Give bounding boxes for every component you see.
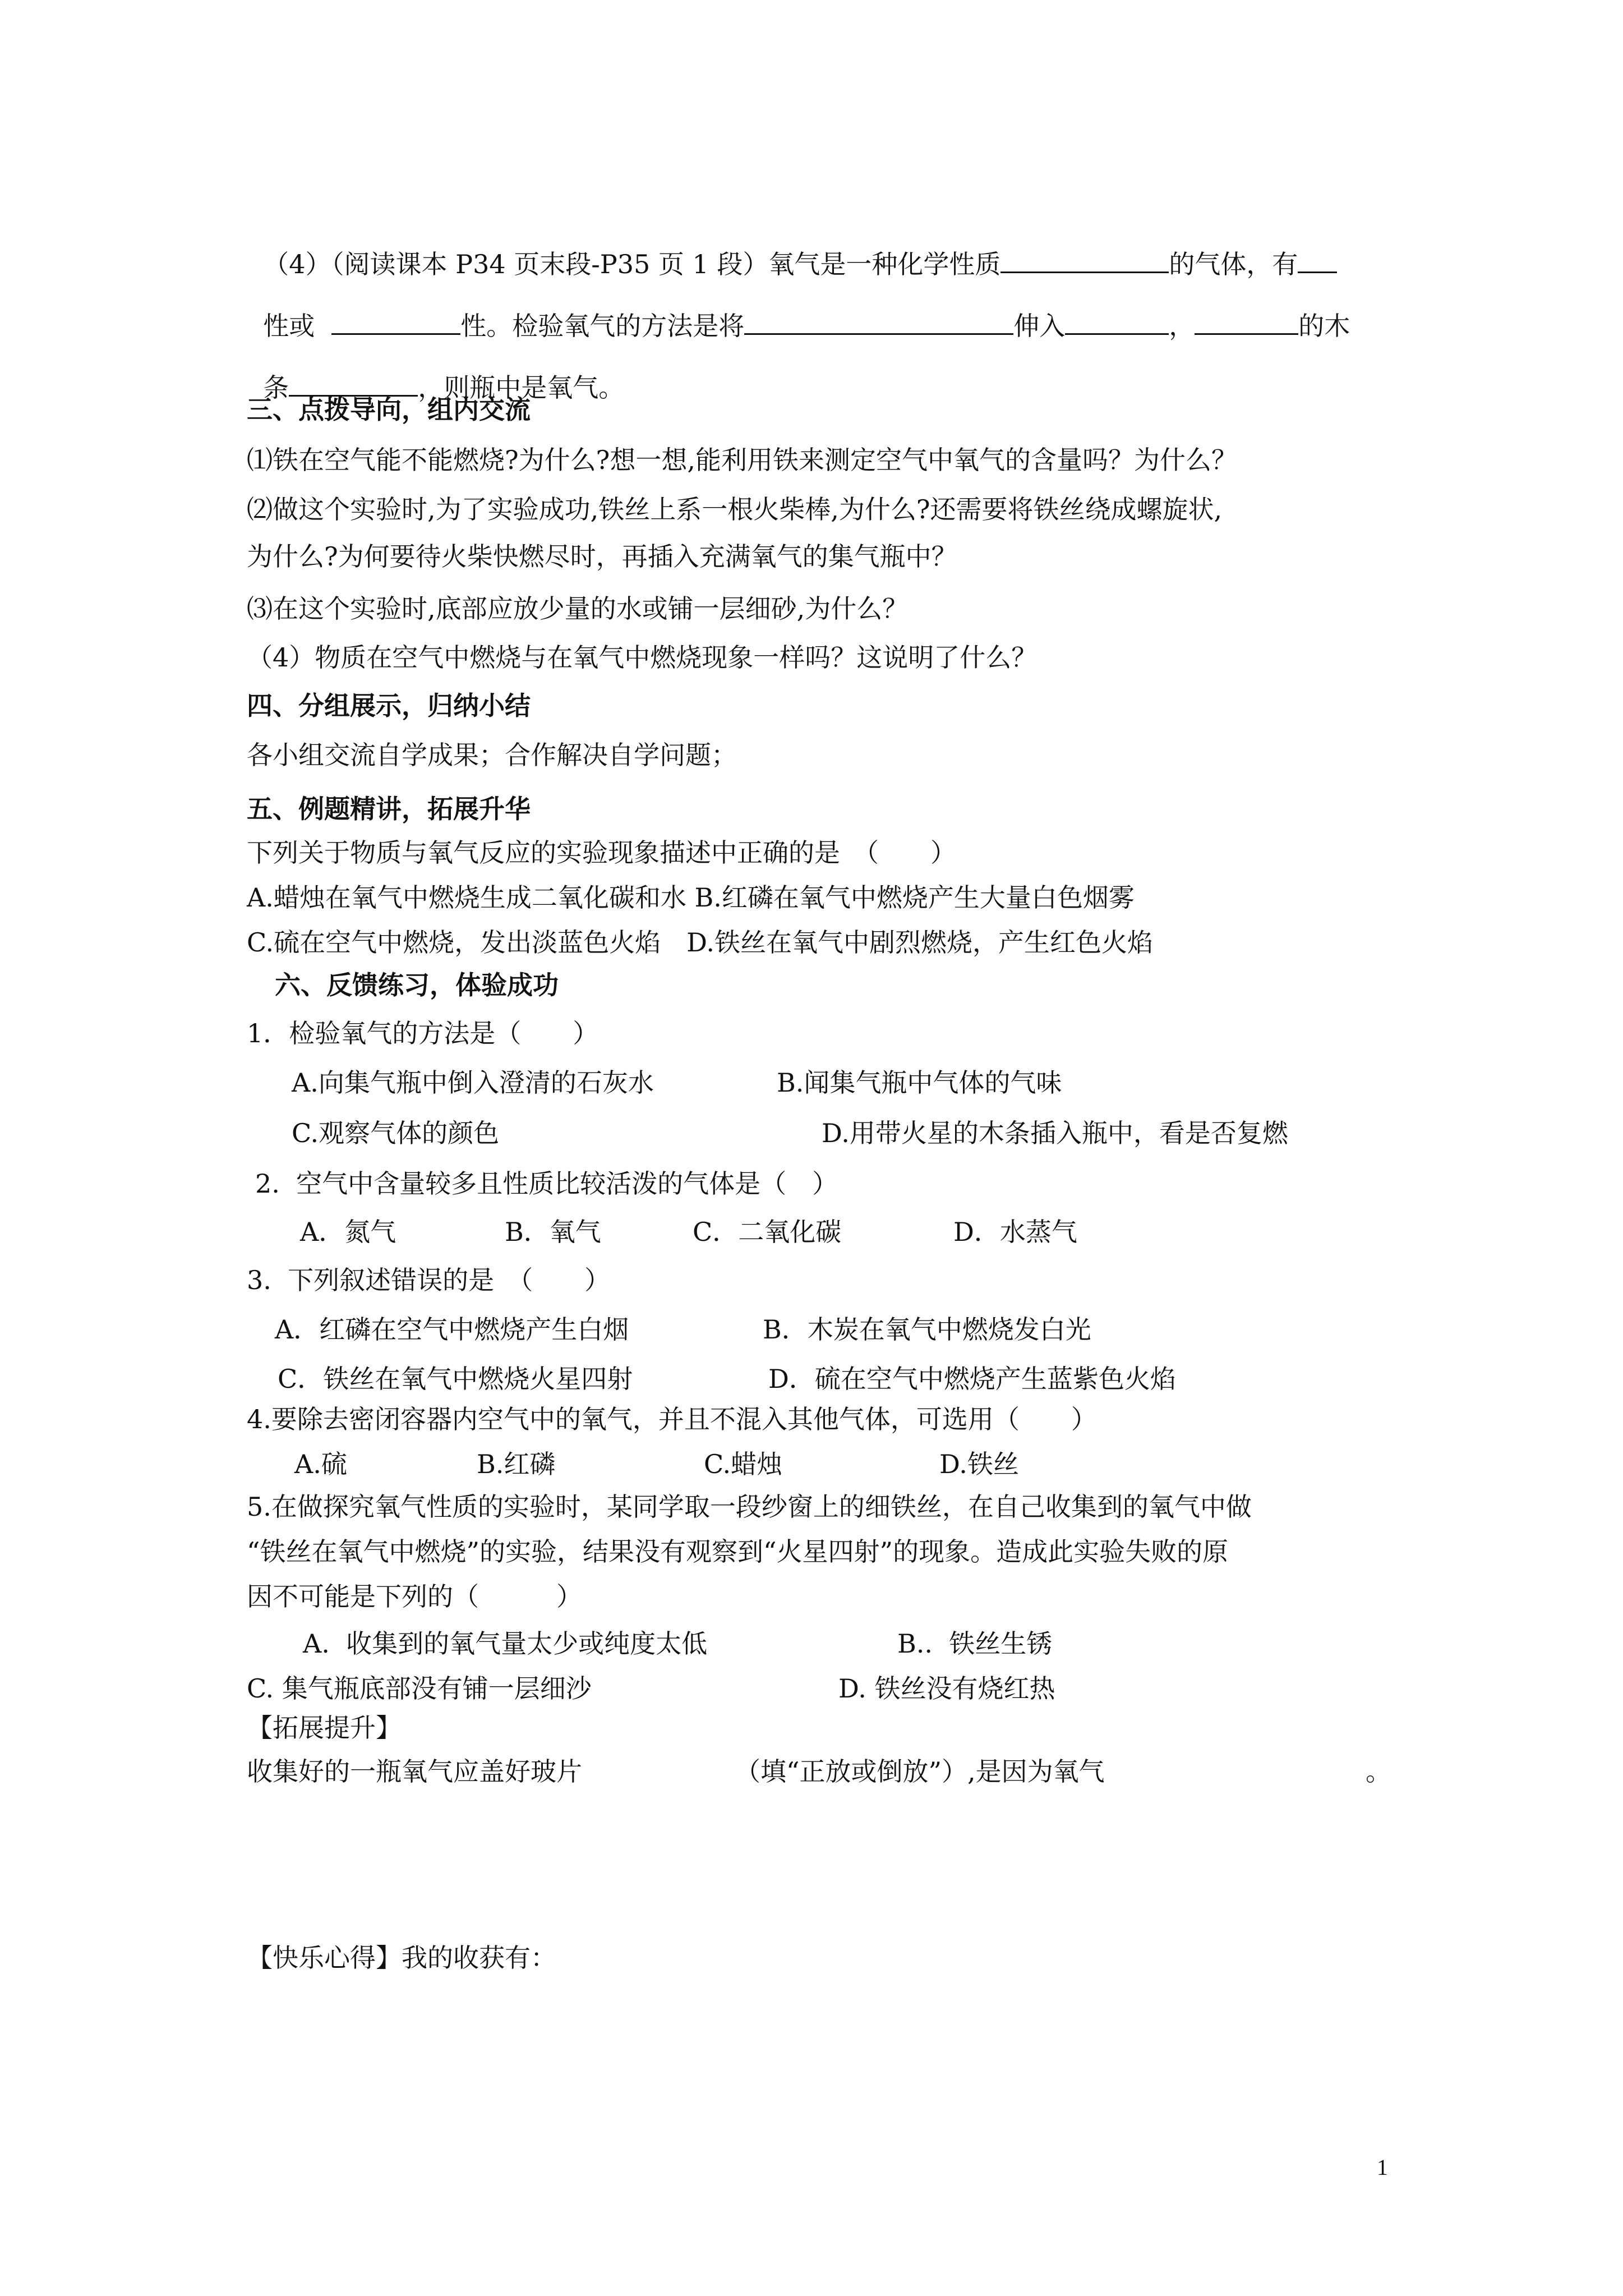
reading-text: 条: [263, 372, 289, 403]
exercise-5-question-cont: “铁丝在氧气中燃烧”的实验，结果没有观察到“火星四射”的现象。造成此实验失败的原: [247, 1536, 1229, 1567]
exercise-1-question: 1．检验氧气的方法是（ ）: [247, 1018, 599, 1048]
section-3-question-4: （4）物质在空气中燃烧与在氧气中燃烧现象一样吗？这说明了什么？: [247, 642, 1038, 673]
extension-text-b: （填“正放或倒放”）,是因为氧气: [735, 1756, 1105, 1787]
exercise-2-option-b: B．氧气: [505, 1217, 601, 1247]
section-4-heading: 四、分组展示，归纳小结: [247, 691, 531, 721]
section-5-heading: 五、例题精讲，拓展升华: [247, 794, 531, 824]
reflection-label: 【快乐心得】我的收获有：: [247, 1943, 556, 1973]
exercise-3-option-c: C．铁丝在氧气中燃烧火星四射: [278, 1364, 633, 1394]
exercise-4-option-c: C.蜡烛: [704, 1449, 783, 1479]
section-4-text: 各小组交流自学成果；合作解决自学问题；: [247, 740, 737, 770]
exercise-3-option-b: B．木炭在氧气中燃烧发白光: [763, 1314, 1091, 1345]
section-3-question-1: ⑴铁在空气能不能燃烧?为什么?想一想,能利用铁来测定空气中氧气的含量吗？为什么？: [247, 445, 1237, 475]
exercise-2-question: 2. 空气中含量较多且性质比较活泼的气体是（ ）: [255, 1168, 838, 1199]
extension-text-a: 收集好的一瓶氧气应盖好玻片: [247, 1756, 582, 1787]
exercise-5-question-cont-2: 因不可能是下列的（ ）: [247, 1581, 582, 1612]
section-3-question-2: ⑵做这个实验时,为了实验成功,铁丝上系一根火柴棒,为什么?还需要将铁丝绕成螺旋状,: [247, 494, 1223, 524]
exercise-1-option-a: A.向集气瓶中倒入澄清的石灰水: [292, 1068, 654, 1098]
section-3-heading: 三、点拨导向，组内交流: [247, 394, 531, 425]
exercise-2-option-a: A．氮气: [300, 1217, 396, 1247]
answer-blank[interactable]: [331, 309, 460, 335]
answer-blank[interactable]: [1065, 309, 1169, 335]
example-question: 下列关于物质与氧气反应的实验现象描述中正确的是 （ ）: [247, 838, 956, 868]
reading-text: 性。检验氧气的方法是将: [460, 311, 745, 341]
exercise-3-question: 3. 下列叙述错误的是 （ ）: [247, 1265, 611, 1295]
exercise-2-option-c: C．二氧化碳: [693, 1217, 842, 1247]
extension-heading: 【拓展提升】: [247, 1713, 402, 1743]
exercise-4-option-d: D.铁丝: [939, 1449, 1019, 1479]
example-options-cd: C.硫在空气中燃烧，发出淡蓝色火焰 D.铁丝在氧气中剧烈燃烧，产生红色火焰: [247, 927, 1154, 958]
reading-text: ，: [1169, 311, 1195, 341]
exercise-4-option-b: B.红磷: [477, 1449, 556, 1479]
reading-line-2: [247, 275, 1350, 343]
section-6-heading: 六、反馈练习，体验成功: [275, 970, 559, 1000]
exercise-5-question: 5.在做探究氧气性质的实验时，某同学取一段纱窗上的细铁丝，在自己收集到的氧气中做: [247, 1492, 1252, 1522]
reading-text: ，则瓶中是氧气。: [418, 372, 625, 403]
reading-text: 性或: [263, 311, 315, 341]
exercise-1-option-c: C.观察气体的颜色: [292, 1118, 500, 1148]
extension-text-c: 。: [1366, 1756, 1391, 1787]
section-3-question-2-cont: 为什么?为何要待火柴快燃尽时，再插入充满氧气的集气瓶中？: [247, 541, 957, 572]
answer-blank[interactable]: [1298, 247, 1337, 273]
exercise-2-option-d: D．水蒸气: [953, 1217, 1077, 1247]
section-3-question-3: ⑶在这个实验时,底部应放少量的水或铺一层细砂,为什么？: [247, 593, 909, 624]
reading-text: 的气体，有: [1169, 249, 1298, 279]
reading-text: 的木: [1298, 311, 1350, 341]
exercise-5-option-c: C. 集气瓶底部没有铺一层细沙: [247, 1673, 592, 1704]
exercise-5-option-b: B.. 铁丝生锈: [897, 1628, 1053, 1659]
reading-line-1: [247, 213, 1337, 281]
exercise-1-option-d: D.用带火星的木条插入瓶中，看是否复燃: [822, 1118, 1288, 1148]
example-options-ab: A.蜡烛在氧气中燃烧生成二氧化碳和水 B.红磷在氧气中燃烧产生大量白色烟雾: [247, 882, 1135, 913]
page-number: 1: [1377, 2155, 1388, 2180]
reading-text: （4）（阅读课本 P34 页末段-P35 页 1 段）氧气是一种化学性质: [263, 249, 1001, 279]
reading-text: 伸入: [1013, 311, 1066, 341]
exercise-5-option-d: D. 铁丝没有烧红热: [838, 1673, 1055, 1704]
exercise-3-option-d: D．硫在空气中燃烧产生蓝紫色火焰: [768, 1364, 1176, 1394]
exercise-3-option-a: A．红磷在空气中燃烧产生白烟: [275, 1314, 629, 1345]
answer-blank[interactable]: [1000, 247, 1169, 273]
exercise-1-option-b: B.闻集气瓶中气体的气味: [777, 1068, 1062, 1098]
exercise-4-option-a: A.硫: [294, 1449, 347, 1479]
exercise-4-question: 4.要除去密闭容器内空气中的氧气，并且不混入其他气体，可选用（ ）: [247, 1404, 1097, 1434]
exercise-5-option-a: A. 收集到的氧气量太少或纯度太低: [303, 1628, 708, 1659]
answer-blank[interactable]: [1195, 309, 1298, 335]
answer-blank[interactable]: [744, 309, 1013, 335]
